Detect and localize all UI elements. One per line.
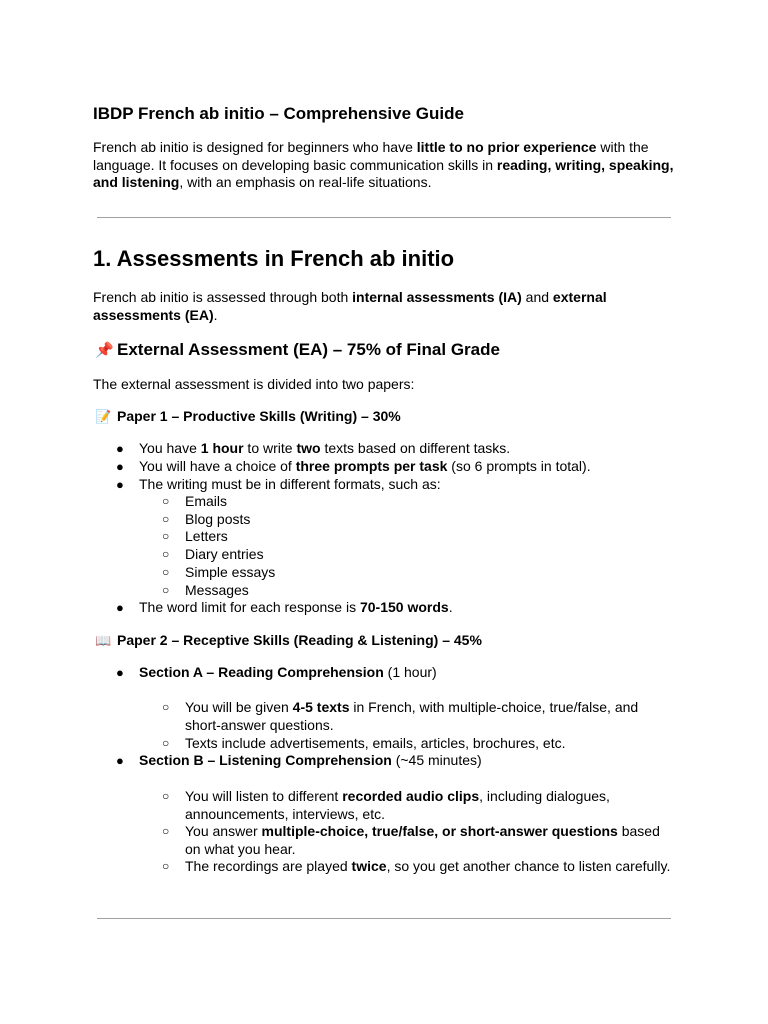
sub-list-item: The recordings are played twice, so you get another chance to listen carefully. — [185, 858, 671, 874]
circle-bullet-icon: ○ — [162, 700, 170, 714]
horizontal-divider — [97, 217, 671, 218]
external-assessment-heading: 📌 External Assessment (EA) – 75% of Final Grade — [95, 340, 500, 359]
sub-list-item: You will listen to different recorded audio clips, including dialogues, announcements, interviews, etc. — [185, 788, 610, 822]
circle-bullet-icon: ○ — [162, 494, 170, 508]
list-item: The word limit for each response is 70-150 words. — [139, 599, 453, 615]
circle-bullet-icon: ○ — [162, 529, 170, 543]
list-item: You have 1 hour to write two texts based on different tasks. — [139, 440, 511, 456]
bullet-icon: ● — [116, 753, 124, 768]
sub-list-item: Messages — [185, 582, 249, 598]
bullet-icon: ● — [116, 459, 124, 474]
document-title: IBDP French ab initio – Comprehensive Guide — [93, 104, 464, 123]
circle-bullet-icon: ○ — [162, 736, 170, 750]
circle-bullet-icon: ○ — [162, 583, 170, 597]
open-book-icon: 📖 — [95, 633, 112, 648]
circle-bullet-icon: ○ — [162, 547, 170, 561]
sub-list-item: Diary entries — [185, 546, 264, 562]
pushpin-icon: 📌 — [95, 342, 114, 359]
list-item: The writing must be in different formats, such as: — [139, 476, 441, 492]
ea-intro-text: The external assessment is divided into two papers: — [93, 376, 415, 392]
circle-bullet-icon: ○ — [162, 565, 170, 579]
sub-list-item: Simple essays — [185, 564, 276, 580]
sub-list-item: You will be given 4-5 texts in French, with multiple-choice, true/false, and short-answer questions. — [185, 699, 639, 733]
assessment-intro-paragraph: French ab initio is assessed through both internal assessments (IA) and external assessments (EA). — [93, 289, 607, 323]
paper2-heading: 📖 Paper 2 – Receptive Skills (Reading & Listening) – 45% — [95, 632, 482, 648]
sub-list-item: You answer multiple-choice, true/false, or short-answer questions based on what you hear. — [185, 823, 660, 857]
paper1-heading: 📝 Paper 1 – Productive Skills (Writing) – 30% — [95, 408, 401, 424]
bullet-icon: ● — [116, 665, 124, 680]
sub-list-item: Texts include advertisements, emails, articles, brochures, etc. — [185, 735, 566, 751]
circle-bullet-icon: ○ — [162, 824, 170, 838]
bullet-icon: ● — [116, 477, 124, 492]
horizontal-divider — [97, 918, 671, 919]
bullet-icon: ● — [116, 441, 124, 456]
intro-paragraph: French ab initio is designed for beginners who have little to no prior experience with the language. It focuses on developing basic communication skills in reading, writing, speaking, and listening, with an emphasis on real-life situations. — [93, 139, 674, 191]
list-item: Section A – Reading Comprehension (1 hour) — [139, 664, 437, 680]
circle-bullet-icon: ○ — [162, 512, 170, 526]
memo-icon: 📝 — [95, 409, 112, 424]
list-item: Section B – Listening Comprehension (~45 minutes) — [139, 752, 482, 768]
section-heading: 1. Assessments in French ab initio — [93, 246, 455, 271]
sub-list-item: Emails — [185, 493, 228, 509]
circle-bullet-icon: ○ — [162, 859, 170, 873]
sub-list-item: Blog posts — [185, 511, 251, 527]
list-item: You will have a choice of three prompts per task (so 6 prompts in total). — [139, 458, 591, 474]
bullet-icon: ● — [116, 600, 124, 615]
circle-bullet-icon: ○ — [162, 789, 170, 803]
sub-list-item: Letters — [185, 528, 228, 544]
